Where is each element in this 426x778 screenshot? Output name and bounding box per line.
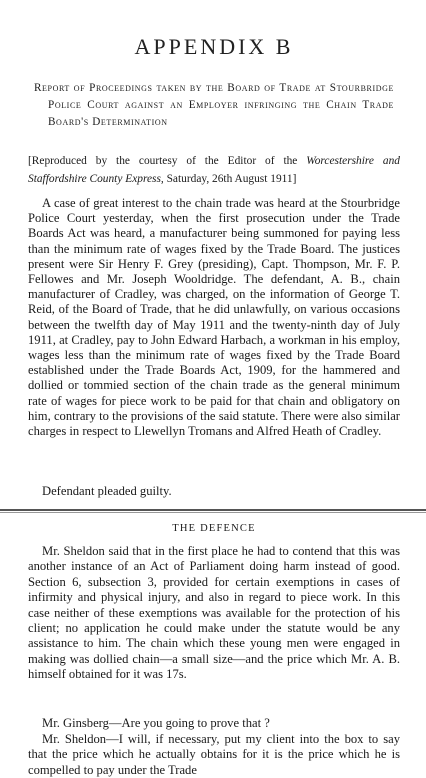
credit-newspaper: Worcestershire and Staffordshire County Express, bbox=[28, 155, 400, 185]
answer-line: Mr. Sheldon—I will, if necessary, put my client into the box to say that the price which he actually obtains for it is the price which he is compelled to pay under the Trade bbox=[28, 732, 400, 777]
question-line: Mr. Ginsberg—Are you going to prove that ? bbox=[42, 716, 270, 730]
credit-line bbox=[28, 152, 400, 188]
appendix-title: APPENDIX B bbox=[134, 34, 294, 59]
credit-suffix: Saturday, 26th August 1911] bbox=[163, 173, 297, 185]
section-divider bbox=[0, 509, 426, 511]
report-heading: Report of Proceedings taken by the Board of Trade at Stourbridge Police Court against an Employer infringing the Chain Trade Board's Determination bbox=[34, 82, 394, 128]
credit-prefix: [Reproduced by the courtesy of the Editor of the bbox=[28, 155, 307, 167]
plea-line: Defendant pleaded guilty. bbox=[42, 484, 172, 498]
paragraph-report: A case of great interest to the chain trade was heard at the Stourbridge Police Court yesterday, when the first prosecution under the Trade Boards Act was heard, a manufacturer being summoned for paying less than the minimum rate of wages fixed by the Trade Board. The justices present were Sir Henry F. Grey (presiding), Capt. Thompson, Mr. F. P. Fellowes and Mr. Joseph Wooldridge. The defendant, A. B., chain manufacturer of Cradley, was charged, on the information of George T. Reid, of the Board of Trade, that he did unlawfully, on various occasions between the twelfth day of May 1911 and the twenty-ninth day of July 1911, at Cradley, pay to John Edward Harbach, a workman in his employ, wages less than the minimum rate of wages fixed by the Trade Board established under the Trade Boards Act, 1909, for the hammered and dollied or tommied section of the chain trade as the general minimum rate of wages for piece work to be paid for that chain and obligatory on him, contrary to the provisions of the said statute. There were also similar charges in respect to Llewellyn Tromans and Alfred Heath of Cradley. bbox=[28, 196, 400, 439]
paragraph-defence: Mr. Sheldon said that in the first place he had to contend that this was another instance of an Act of Parliament doing harm instead of good. Section 6, subsection 3, provided for certain exemptions in cases of infirmity and physical injury, and also in regard to piece work. In this case neither of these exemptions was available for the protection of his client; no application he could make under the statute would be any assistance to him. The chain which these young men were engaged in making was dollied chain—a small size—and the price which Mr. A. B. himself obtained for it was 17s. bbox=[28, 544, 400, 682]
section-heading: THE DEFENCE bbox=[172, 523, 256, 534]
section-divider-thin bbox=[0, 512, 426, 513]
